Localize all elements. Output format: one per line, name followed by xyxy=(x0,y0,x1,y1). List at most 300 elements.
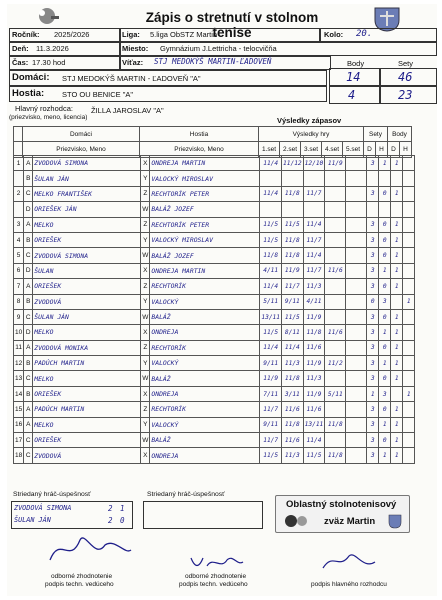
hostia-letter: Z xyxy=(141,186,150,201)
hostia-letter: W xyxy=(141,309,150,324)
sety-d: 3 xyxy=(367,402,379,417)
sety-d: 3 xyxy=(367,217,379,232)
set2-score: 11/5 xyxy=(282,217,304,232)
set4-score xyxy=(325,202,346,217)
body-h xyxy=(403,340,415,355)
table-row xyxy=(14,417,415,432)
domaci-player: ŠULAN JÁN xyxy=(33,309,141,324)
hostia-sety: 23 xyxy=(398,88,413,102)
hostia-header: Hostia xyxy=(140,127,259,142)
rozhodca-label: Hlavný rozhodca: xyxy=(15,104,73,113)
domaci-player: ORIEŠEK xyxy=(33,433,141,448)
hostia-label: Hostia: xyxy=(12,88,45,99)
domaci-player: PADÚCH MARTIN xyxy=(33,356,141,371)
set4-score xyxy=(325,433,346,448)
set1-score: 11/5 xyxy=(260,232,282,247)
set1-score: 11/5 xyxy=(260,448,282,463)
set5-score xyxy=(346,279,367,294)
body-d: 1 xyxy=(391,371,403,386)
domaci-player: ORIEŠEK xyxy=(33,279,141,294)
domaci-player: MELKO xyxy=(33,417,141,432)
sety-d: 3 xyxy=(367,371,379,386)
sety-d: 3 xyxy=(367,356,379,371)
hostia-letter: X xyxy=(141,156,150,171)
signature-domaci xyxy=(45,530,135,570)
body-h xyxy=(403,279,415,294)
hostia-letter: Z xyxy=(141,340,150,355)
row-number: 11 xyxy=(14,340,24,355)
table-row xyxy=(14,309,415,324)
sety-d: 3 xyxy=(367,232,379,247)
set5-score xyxy=(346,386,367,401)
hostia-player: ONDREJA MARTIN xyxy=(150,156,260,171)
sety-h: 1 xyxy=(379,263,391,278)
set4-score xyxy=(325,171,346,186)
hostia-letter: Y xyxy=(141,232,150,247)
set5-score xyxy=(346,232,367,247)
body-d: 1 xyxy=(391,325,403,340)
set1-score: 11/4 xyxy=(260,340,282,355)
signature-hostia xyxy=(187,552,247,572)
set5-score xyxy=(346,433,367,448)
hostia-letter: X xyxy=(141,325,150,340)
body-d: 1 xyxy=(391,448,403,463)
body-d: 1 xyxy=(391,263,403,278)
domaci-team: STJ MEDOKÝŠ MARTIN - ĽADOVEŇ "A" xyxy=(62,74,201,83)
sety-h: 0 xyxy=(379,433,391,448)
domaci-letter: C xyxy=(24,433,33,448)
set3-header: 3.set xyxy=(301,142,322,157)
rocnik-label: Ročník: xyxy=(12,30,40,39)
results-header xyxy=(13,126,412,158)
set5-score xyxy=(346,371,367,386)
body-h xyxy=(403,263,415,278)
table-tennis-logo-icon xyxy=(33,6,61,26)
body-h xyxy=(403,248,415,263)
domaci-header: Domáci xyxy=(23,127,140,142)
body-header: Body xyxy=(388,127,412,142)
set3-score: 11/9 xyxy=(303,356,325,371)
set1-score: 9/11 xyxy=(260,356,282,371)
podpis-h-label: podpis techn. vedúceho xyxy=(179,581,248,588)
set1-score: 11/7 xyxy=(260,433,282,448)
hostia-player: BALÁŽ xyxy=(150,309,260,324)
body-h xyxy=(403,356,415,371)
sety-d: 3 xyxy=(367,325,379,340)
logo-text-2: zväz Martin xyxy=(324,516,376,527)
set3-score: 11/9 xyxy=(303,309,325,324)
body-d: 1 xyxy=(391,232,403,247)
hostia-letter: X xyxy=(141,263,150,278)
hostia-player: RECHTORÍK xyxy=(150,279,260,294)
sety-h: 0 xyxy=(379,217,391,232)
rocnik-box xyxy=(9,28,121,42)
sety-d: 3 xyxy=(367,156,379,171)
row-number: 3 xyxy=(14,217,24,232)
body-h xyxy=(403,171,415,186)
sety-h: 1 xyxy=(379,156,391,171)
table-row xyxy=(14,448,415,463)
striedany-d2-p: 0 xyxy=(120,516,125,525)
set1-score: 11/5 xyxy=(260,217,282,232)
domaci-player: ZVODOVÁ SIMONA xyxy=(33,156,141,171)
set5-score xyxy=(346,417,367,432)
sety-h-header: H xyxy=(376,142,388,157)
domaci-letter: A xyxy=(24,279,33,294)
sety-h xyxy=(379,202,391,217)
set3-score: 11/8 xyxy=(303,325,325,340)
set3-score: 11/7 xyxy=(303,263,325,278)
domaci-player: ZVODOVÁ xyxy=(33,448,141,463)
domaci-player: ŠULAN xyxy=(33,263,141,278)
row-number: 4 xyxy=(14,232,24,247)
striedany-d1-v: 2 xyxy=(108,504,113,513)
domaci-player: ZVODOVÁ MONIKA xyxy=(33,340,141,355)
set2-score xyxy=(282,171,304,186)
table-row xyxy=(14,232,415,247)
table-row xyxy=(14,433,415,448)
row-number: 2 xyxy=(14,186,24,201)
hostia-letter: W xyxy=(141,248,150,263)
set1-score: 5/11 xyxy=(260,294,282,309)
set2-score: 3/11 xyxy=(282,386,304,401)
set1-score: 11/8 xyxy=(260,248,282,263)
body-h xyxy=(403,371,415,386)
set1-score: 11/5 xyxy=(260,325,282,340)
set4-score: 11/8 xyxy=(325,448,346,463)
row-number: 14 xyxy=(14,386,24,401)
vysledky-hry-header: Výsledky hry xyxy=(259,127,364,142)
set3-score xyxy=(303,202,325,217)
rozhodca-value: ŽILLA JAROSLAV "A" xyxy=(91,106,164,115)
vitaz-label: Víťaz: xyxy=(122,58,144,67)
body-h xyxy=(403,156,415,171)
body-d: 1 xyxy=(391,217,403,232)
set5-score xyxy=(346,448,367,463)
striedany-h-box xyxy=(143,501,263,529)
table-row xyxy=(14,279,415,294)
sety-header: Sety xyxy=(364,127,388,142)
sety-h: 0 xyxy=(379,248,391,263)
set2-score: 11/4 xyxy=(282,340,304,355)
set3-score: 13/11 xyxy=(303,417,325,432)
table-row xyxy=(14,248,415,263)
hostia-letter: W xyxy=(141,202,150,217)
set3-score: 11/5 xyxy=(303,448,325,463)
body-h: 1 xyxy=(403,294,415,309)
set5-score xyxy=(346,356,367,371)
set2-score: 11/8 xyxy=(282,248,304,263)
striedany-d-label: Striedaný hráč-úspešnosť xyxy=(13,491,91,498)
set1-score: 7/11 xyxy=(260,386,282,401)
hostia-body: 4 xyxy=(348,88,356,102)
hostia-letter: X xyxy=(141,386,150,401)
set4-score xyxy=(325,402,346,417)
domaci-player: PADÚCH MARTIN xyxy=(33,402,141,417)
set1-score: 11/9 xyxy=(260,371,282,386)
vysledky-label: Výsledky zápasov xyxy=(277,116,342,125)
body-d: 1 xyxy=(391,186,403,201)
set5-score xyxy=(346,217,367,232)
set3-score: 11/4 xyxy=(303,433,325,448)
table-row xyxy=(14,171,415,186)
hostia-letter: Y xyxy=(141,294,150,309)
kolo-label: Kolo: xyxy=(324,30,344,39)
set1-score xyxy=(260,202,282,217)
body-d xyxy=(391,294,403,309)
body-h xyxy=(403,232,415,247)
sety-h: 0 xyxy=(379,279,391,294)
set2-score: 11/6 xyxy=(282,433,304,448)
odborne-d-label: odborné zhodnotenie xyxy=(51,573,113,580)
striedany-d2-v: 2 xyxy=(108,516,113,525)
table-row xyxy=(14,402,415,417)
set4-score: 11/9 xyxy=(325,156,346,171)
domaci-label: Domáci: xyxy=(12,72,50,83)
den-value: 11.3.2026 xyxy=(36,44,69,53)
hostia-player: ONDREJA xyxy=(150,448,260,463)
body-d xyxy=(391,171,403,186)
row-number: 8 xyxy=(14,294,24,309)
cas-box xyxy=(9,56,121,70)
rozhodca-note: (priezvisko, meno, licencia) xyxy=(9,114,88,121)
cas-value: 17.30 hod xyxy=(32,58,66,67)
set1-score: 11/4 xyxy=(260,279,282,294)
hostia-letter: Y xyxy=(141,356,150,371)
body-h xyxy=(403,402,415,417)
body-d: 1 xyxy=(391,309,403,324)
row-number xyxy=(14,171,24,186)
sety-h: 3 xyxy=(379,386,391,401)
set3-score xyxy=(303,171,325,186)
den-label: Deň: xyxy=(12,44,29,53)
body-h xyxy=(403,433,415,448)
vitaz-box xyxy=(119,56,331,70)
striedany-d1-name: ZVODOVÁ SIMONA xyxy=(14,504,72,512)
set2-score: 11/9 xyxy=(282,263,304,278)
sety-h: 0 xyxy=(379,402,391,417)
hostia-player: ONDREJA xyxy=(150,325,260,340)
table-row xyxy=(14,156,415,171)
striedany-h-label: Striedaný hráč-úspešnosť xyxy=(147,491,225,498)
sety-h: 1 xyxy=(379,448,391,463)
sety-d: 1 xyxy=(367,386,379,401)
set4-score: 5/11 xyxy=(325,386,346,401)
domaci-letter: A xyxy=(24,217,33,232)
table-row xyxy=(14,202,415,217)
set3-score: 11/3 xyxy=(303,279,325,294)
set4-score: 11/2 xyxy=(325,356,346,371)
domaci-letter: C xyxy=(24,309,33,324)
set1-score: 11/7 xyxy=(260,402,282,417)
table-row xyxy=(14,340,415,355)
sety-h: 0 xyxy=(379,309,391,324)
set2-score: 11/7 xyxy=(282,279,304,294)
sety-d: 0 xyxy=(367,294,379,309)
priezvisko-header-h: Priezvisko, Meno xyxy=(140,142,259,157)
set1-score: 13/11 xyxy=(260,309,282,324)
body-h: 1 xyxy=(403,386,415,401)
row-number: 16 xyxy=(14,417,24,432)
domaci-body: 14 xyxy=(346,70,361,84)
domaci-letter: C xyxy=(24,248,33,263)
domaci-player: ZVODOVÁ xyxy=(33,294,141,309)
hostia-letter: Z xyxy=(141,217,150,232)
set5-score xyxy=(346,171,367,186)
set4-score xyxy=(325,248,346,263)
liga-box xyxy=(119,28,321,42)
hostia-body-box xyxy=(329,86,381,104)
hostia-letter: W xyxy=(141,433,150,448)
table-row xyxy=(14,294,415,309)
liga-value: 5.liga ObSTZ Martin xyxy=(150,30,218,39)
table-row xyxy=(14,386,415,401)
domaci-body-box xyxy=(329,68,381,86)
sety-d xyxy=(367,171,379,186)
priezvisko-header-d: Priezvisko, Meno xyxy=(23,142,140,157)
body-d xyxy=(391,202,403,217)
body-d: 1 xyxy=(391,433,403,448)
set2-score: 11/5 xyxy=(282,309,304,324)
sety-d: 3 xyxy=(367,448,379,463)
sety-label: Sety xyxy=(398,59,414,68)
miesto-value: Gymnázium J.Lettricha - telocvičňa xyxy=(160,44,277,53)
domaci-letter: B xyxy=(24,171,33,186)
sety-h: 1 xyxy=(379,417,391,432)
set2-score: 11/8 xyxy=(282,186,304,201)
set4-score xyxy=(325,186,346,201)
set2-score: 11/3 xyxy=(282,356,304,371)
sety-h: 0 xyxy=(379,340,391,355)
hostia-player: RECHTORÍK xyxy=(150,340,260,355)
sety-h: 0 xyxy=(379,371,391,386)
hostia-letter: X xyxy=(141,448,150,463)
set2-score: 9/11 xyxy=(282,294,304,309)
domaci-player: MELKO xyxy=(33,325,141,340)
striedany-d-box xyxy=(11,501,133,529)
table-row xyxy=(14,325,415,340)
hostia-box xyxy=(9,86,327,102)
body-h xyxy=(403,309,415,324)
signature-rozhodca xyxy=(319,550,379,574)
cas-label: Čas: xyxy=(12,58,29,67)
hostia-player: RECHTORÍK xyxy=(150,402,260,417)
table-row xyxy=(14,263,415,278)
hostia-player: VALOCKÝ xyxy=(150,417,260,432)
domaci-letter: D xyxy=(24,202,33,217)
set4-score: 11/6 xyxy=(325,263,346,278)
row-number: 15 xyxy=(14,402,24,417)
set1-score: 11/4 xyxy=(260,186,282,201)
set5-score xyxy=(346,309,367,324)
table-row xyxy=(14,217,415,232)
hostia-letter: Y xyxy=(141,417,150,432)
hostia-player: BALÁŽ JOZEF xyxy=(150,202,260,217)
row-number: 5 xyxy=(14,248,24,263)
domaci-letter: A xyxy=(24,156,33,171)
set4-score xyxy=(325,371,346,386)
row-number: 10 xyxy=(14,325,24,340)
kolo-value: 20. xyxy=(356,29,373,39)
domaci-letter: B xyxy=(24,294,33,309)
hostia-player: VALOCKÝ MIROSLAV xyxy=(150,232,260,247)
domaci-player: MELKO xyxy=(33,371,141,386)
set1-score xyxy=(260,171,282,186)
row-number: 9 xyxy=(14,309,24,324)
hostia-player: VALOCKÝ xyxy=(150,356,260,371)
set5-score xyxy=(346,156,367,171)
hostia-player: BALÁŽ JOZEF xyxy=(150,248,260,263)
body-d: 1 xyxy=(391,340,403,355)
hostia-sety-box xyxy=(379,86,437,104)
set4-score xyxy=(325,340,346,355)
hostia-player: RECHTORÍK PETER xyxy=(150,217,260,232)
podpis-rozhodca-label: podpis hlavného rozhodcu xyxy=(311,581,387,588)
hostia-letter: W xyxy=(141,371,150,386)
row-number xyxy=(14,202,24,217)
hostia-letter: Z xyxy=(141,402,150,417)
set4-score xyxy=(325,294,346,309)
table-row xyxy=(14,356,415,371)
body-h xyxy=(403,325,415,340)
set3-score: 11/4 xyxy=(303,217,325,232)
sety-d-header: D xyxy=(364,142,376,157)
set4-score xyxy=(325,217,346,232)
domaci-letter: C xyxy=(24,448,33,463)
hostia-player: VALOCKÝ xyxy=(150,294,260,309)
domaci-letter: C xyxy=(24,371,33,386)
domaci-letter: D xyxy=(24,263,33,278)
set3-score: 11/6 xyxy=(303,402,325,417)
hostia-player: BALÁŽ xyxy=(150,371,260,386)
domaci-letter: B xyxy=(24,386,33,401)
row-number: 17 xyxy=(14,433,24,448)
set3-score: 11/6 xyxy=(303,340,325,355)
body-d: 1 xyxy=(391,402,403,417)
body-h-header: H xyxy=(400,142,412,157)
ostz-logo-box xyxy=(275,495,410,533)
set2-score xyxy=(282,202,304,217)
sety-h: 0 xyxy=(379,232,391,247)
body-label: Body xyxy=(347,59,365,68)
domaci-letter: A xyxy=(24,417,33,432)
score-sheet xyxy=(7,4,437,596)
set3-score: 4/11 xyxy=(303,294,325,309)
hostia-player: ONDREJA xyxy=(150,386,260,401)
coat-of-arms-icon xyxy=(388,514,402,529)
vitaz-value: STJ MEDOKÝŠ MARTIN-ĽADOVEŇ xyxy=(154,57,272,66)
hostia-player: BALÁŽ xyxy=(150,433,260,448)
domaci-letter: A xyxy=(24,340,33,355)
striedany-d1-p: 1 xyxy=(120,504,125,513)
set2-score: 11/8 xyxy=(282,371,304,386)
sety-h: 1 xyxy=(379,356,391,371)
set4-score: 11/8 xyxy=(325,417,346,432)
hostia-player: VALOCKÝ MIROSLAV xyxy=(150,171,260,186)
row-number: 7 xyxy=(14,279,24,294)
set3-score: 12/10 xyxy=(303,156,325,171)
set4-score xyxy=(325,309,346,324)
set4-score xyxy=(325,232,346,247)
hostia-letter: Z xyxy=(141,279,150,294)
row-number: 12 xyxy=(14,356,24,371)
set2-header: 2.set xyxy=(280,142,301,157)
page-title: Zápis o stretnutí v stolnom tenise xyxy=(145,10,319,40)
set2-score: 11/6 xyxy=(282,402,304,417)
domaci-sety: 46 xyxy=(398,70,413,84)
set5-header: 5.set xyxy=(343,142,364,157)
set3-score: 11/9 xyxy=(303,386,325,401)
